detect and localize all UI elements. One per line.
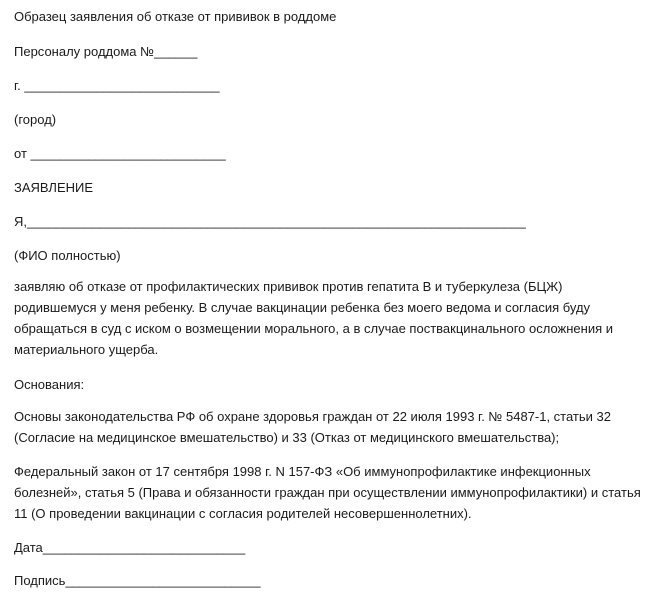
ground-2-paragraph <box>14 461 664 524</box>
grounds-label: Основания: <box>14 377 85 392</box>
statement-line: заявляю об отказе от профилактических прививок против гепатита В и туберкулеза (БЦЖ) <box>14 279 563 294</box>
name-hint: (ФИО полностью) <box>14 248 121 263</box>
city-hint: (город) <box>14 112 57 127</box>
ground-1-paragraph <box>14 406 664 448</box>
name-line: Я,_____________________________________________________________________ <box>14 214 526 229</box>
document-title: Образец заявления об отказе от прививок в роддоме <box>14 9 337 24</box>
ground-2-line: Федеральный закон от 17 сентября 1998 г. N 157-ФЗ «Об иммунопрофилактике инфекционных <box>14 464 591 479</box>
date-line: Дата____________________________ <box>14 540 246 555</box>
statement-heading: ЗАЯВЛЕНИЕ <box>14 180 94 195</box>
recipient-line: Персоналу роддома №______ <box>14 44 198 59</box>
from-line: от ___________________________ <box>14 146 226 161</box>
statement-line: родившемуся у меня ребенку. В случае вакцинации ребенка без моего ведома и согласия буду <box>14 300 591 315</box>
ground-1-line: Основы законодательства РФ об охране здоровья граждан от 22 июля 1993 г. № 5487-1, статьи 32 <box>14 409 611 424</box>
statement-line: обращаться в суд с иском о возмещении морального, а в случае поствакцинального осложнения и <box>14 321 614 336</box>
statement-paragraph <box>14 276 664 360</box>
city-line: г. ___________________________ <box>14 78 220 93</box>
ground-2-line: 11 (О проведении вакцинации с согласия родителей несовершеннолетних). <box>14 506 472 521</box>
signature-line: Подпись___________________________ <box>14 573 261 588</box>
statement-line: материального ущерба. <box>14 342 159 357</box>
ground-1-line: (Согласие на медицинское вмешательство) и 33 (Отказ от медицинского вмешательства); <box>14 430 560 445</box>
ground-2-line: болезней», статья 5 (Права и обязанности граждан при осуществлении иммунопрофилактики) и статья <box>14 485 641 500</box>
